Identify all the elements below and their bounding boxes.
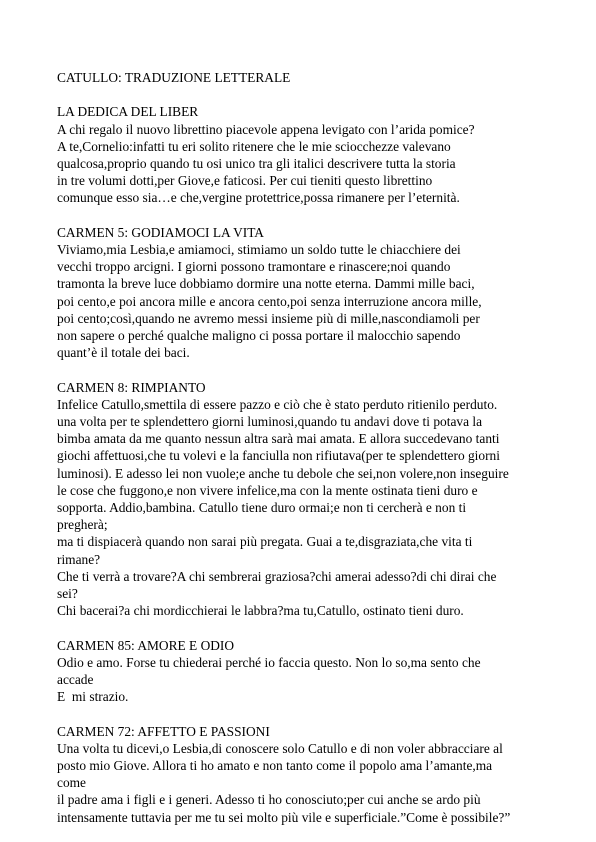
text-line: sopporta. Addio,bambina. Catullo tiene duro ormai;e non ti cercherà e non ti xyxy=(57,500,467,516)
section-heading: CARMEN 8: RIMPIANTO xyxy=(57,379,206,395)
text-line: quant’è il totale dei baci. xyxy=(57,345,190,361)
text-line: tramonta la breve luce dobbiamo dormire una notte eterna. Dammi mille baci, xyxy=(57,276,475,292)
text-line: luminosi). E adesso lei non vuole;e anche tu debole che sei,non volere,non inseguire xyxy=(57,465,509,481)
section-spacer xyxy=(57,86,537,103)
text-line: Infelice Catullo,smettila di essere pazzo e ciò che è stato perduto ritienilo perduto. xyxy=(57,396,498,412)
section-spacer xyxy=(57,619,537,636)
text-line: bimba amata da me quanto nessun altra sarà mai amata. E allora succedevano tanti xyxy=(57,431,500,447)
text-line: sei? xyxy=(57,586,78,602)
section-spacer xyxy=(57,361,537,378)
section xyxy=(57,103,537,206)
text-line: poi cento;così,quando ne avremo messi insieme più di mille,nascondiamoli per xyxy=(57,310,480,326)
text-line: A chi regalo il nuovo librettino piacevole appena levigato con l’arida pomice? xyxy=(57,121,475,137)
section xyxy=(57,723,537,826)
text-line: Che ti verrà a trovare?A chi sembrerai graziosa?chi amerai adesso?di chi dirai che xyxy=(57,568,497,584)
text-line: in tre volumi dotti,per Giove,e faticosi. Per cui tieniti questo librettino xyxy=(57,173,433,189)
text-line: pregherà; xyxy=(57,517,108,533)
text-line: rimane? xyxy=(57,551,101,567)
section-spacer xyxy=(57,705,537,722)
text-line: Viviamo,mia Lesbia,e amiamoci, stimiamo un soldo tutte le chiacchiere dei xyxy=(57,242,461,257)
text-line: il padre ama i figli e i generi. Adesso ti ho conosciuto;per cui anche se ardo più xyxy=(57,792,481,808)
text-line: Odio e amo. Forse tu chiederai perché io faccia questo. Non lo so,ma sento che xyxy=(57,654,481,670)
document-body xyxy=(57,86,537,826)
section-heading: LA DEDICA DEL LIBER xyxy=(57,104,199,120)
text-line: A te,Cornelio:infatti tu eri solito ritenere che le mie sciocchezze valevano xyxy=(57,138,451,154)
text-line: accade xyxy=(57,672,94,688)
section xyxy=(57,637,537,706)
section-heading: CARMEN 85: AMORE E ODIO xyxy=(57,637,235,653)
document-title: CATULLO: TRADUZIONE LETTERALE xyxy=(57,70,291,85)
text-line: vecchi troppo arcigni. I giorni possono tramontare e rinascere;noi quando xyxy=(57,259,451,275)
section-spacer xyxy=(57,207,537,224)
text-line: Chi bacerai?a chi mordicchierai le labbra?ma tu,Catullo, ostinato tieni duro. xyxy=(57,603,464,619)
text-line: giochi affettuosi,che tu volevi e la fanciulla non rifiutava(per te splendettero giorni xyxy=(57,448,500,464)
section xyxy=(57,379,537,620)
text-line: ma ti dispiacerà quando non sarai più pregata. Guai a te,disgraziata,che vita ti xyxy=(57,534,473,550)
text-line: le cose che fuggono,e non vivere infelice,ma con la mente ostinata tieni duro e xyxy=(57,482,478,498)
section-heading: CARMEN 72: AFFETTO E PASSIONI xyxy=(57,723,270,739)
section xyxy=(57,224,537,362)
text-line: qualcosa,proprio quando tu osi unico tra gli italici descrivere tutta la storia xyxy=(57,156,456,171)
text-line: intensamente tuttavia per me tu sei molto più vile e superficiale.”Come è possibile?” xyxy=(57,809,511,825)
text-line: una volta per te splendettero giorni luminosi,quando tu andavi dove ti potava la xyxy=(57,414,483,430)
text-line: comunque esso sia…e che,vergine protettrice,possa rimanere per l’eternità. xyxy=(57,190,460,206)
text-line: come xyxy=(57,775,86,791)
text-line: poi cento,e poi ancora mille e ancora cento,poi senza interruzione ancora mille, xyxy=(57,293,482,309)
document-page xyxy=(57,69,537,826)
text-line: E mi strazio. xyxy=(57,689,129,705)
text-line: posto mio Giove. Allora ti ho amato e non tanto come il popolo ama l’amante,ma xyxy=(57,758,493,774)
text-line: non sapere o perché qualche maligno ci possa portare il malocchio sapendo xyxy=(57,328,461,344)
section-heading: CARMEN 5: GODIAMOCI LA VITA xyxy=(57,224,264,240)
text-line: Una volta tu dicevi,o Lesbia,di conoscere solo Catullo e di non voler abbracciare al xyxy=(57,740,503,756)
